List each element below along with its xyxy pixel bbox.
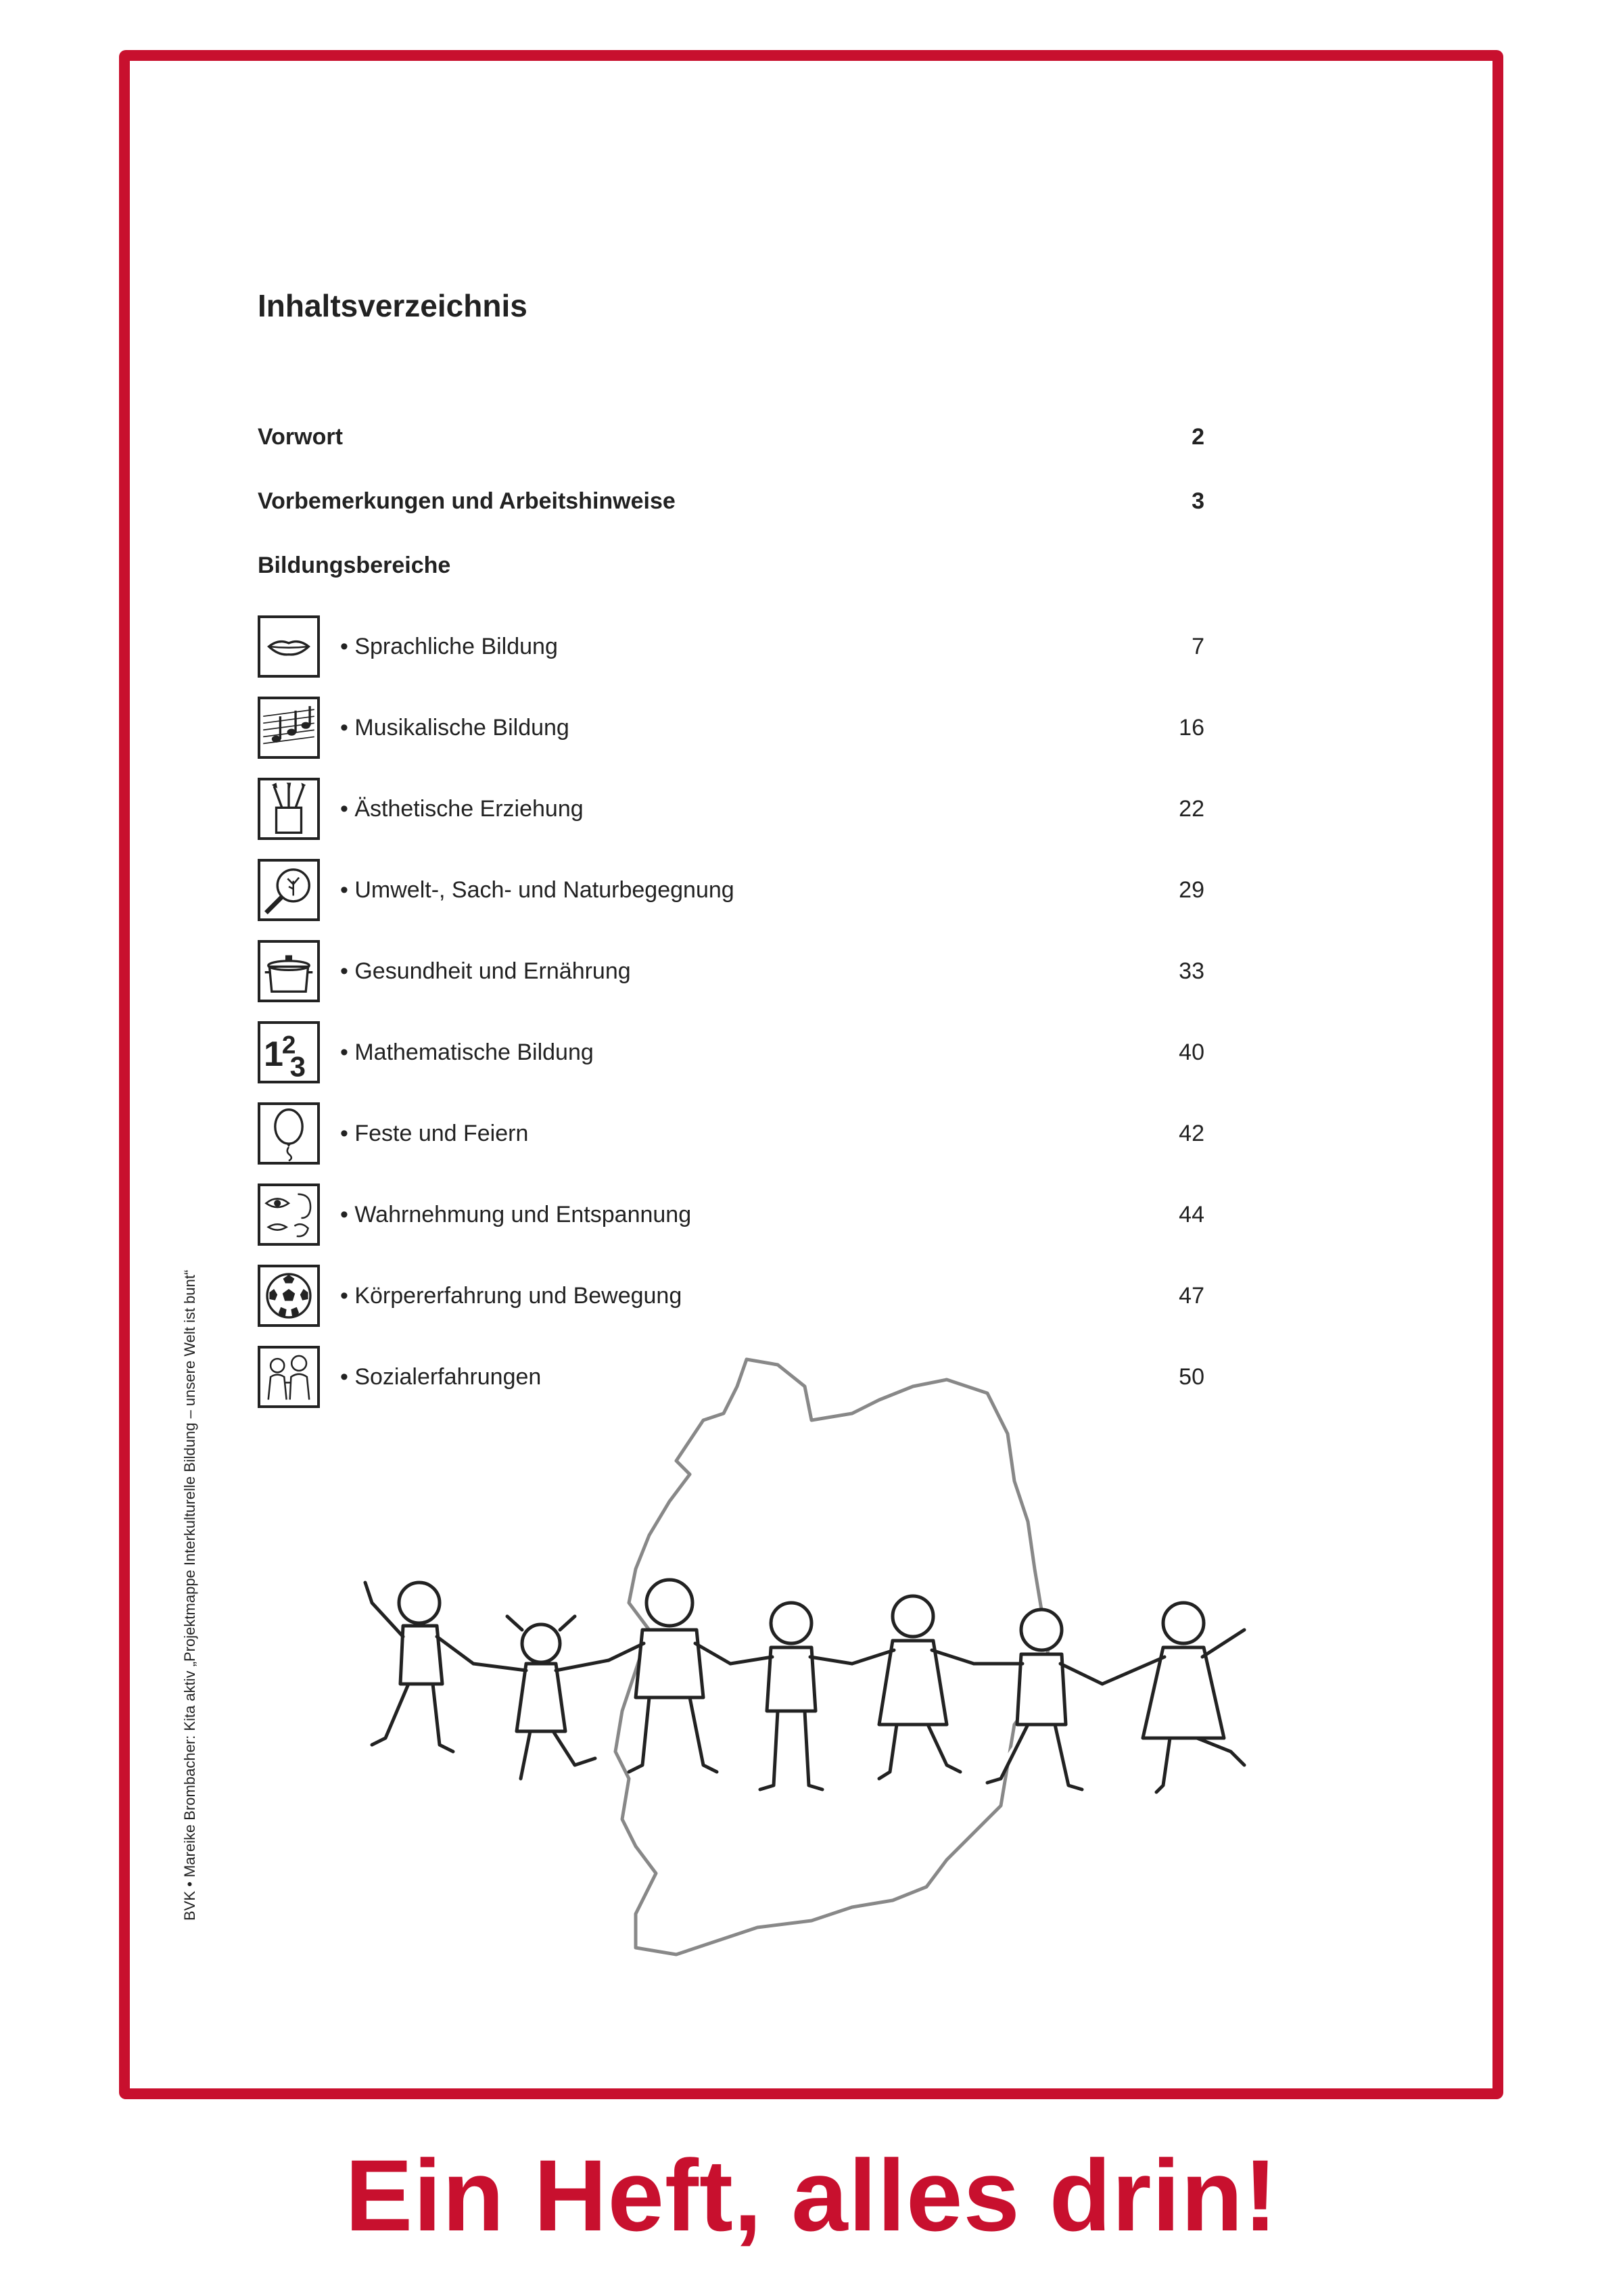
toc-area-mathematische-bildung[interactable] (258, 1021, 1204, 1087)
side-credit: BVK • Mareike Brombacher: Kita aktiv „Projektmappe Interkulturelle Bildung – unsere Welt ist bunt“ (181, 1269, 198, 1921)
toc-area-page: 40 (1179, 1039, 1204, 1065)
toc-entry-vorbemerkungen[interactable] (258, 481, 1204, 521)
cooking-pot-icon (258, 940, 320, 1002)
toc-area-page: 44 (1179, 1202, 1204, 1227)
svg-text:2: 2 (281, 1031, 296, 1059)
lips-icon (258, 615, 320, 678)
toc-area-page: 16 (1179, 715, 1204, 741)
toc-area-page: 7 (1192, 634, 1204, 659)
germany-map-children-illustration (338, 1346, 1298, 2009)
child-figure (365, 1583, 473, 1752)
child-figure (730, 1603, 852, 1789)
toc-entry-label: Vorwort (258, 424, 343, 450)
toc-area-label: • Umwelt-, Sach- und Naturbegegnung (340, 877, 734, 903)
toc-area-label: • Mathematische Bildung (340, 1039, 594, 1065)
toc-area-wahrnehmung[interactable] (258, 1184, 1204, 1250)
toc-entry-page: 3 (1192, 488, 1204, 514)
toc-entry-label: Vorbemerkungen und Arbeitshinweise (258, 488, 676, 514)
toc-entry-vorwort[interactable] (258, 417, 1204, 457)
toc-area-label: • Körpererfahrung und Bewegung (340, 1283, 682, 1309)
brushes-icon (258, 778, 320, 840)
toc-area-label: • Sprachliche Bildung (340, 634, 558, 659)
toc-area-label: • Wahrnehmung und Entspannung (340, 1202, 692, 1227)
child-figure (609, 1580, 730, 1772)
toc-area-page: 22 (1179, 796, 1204, 822)
child-figure (974, 1610, 1102, 1789)
toc-area-page: 42 (1179, 1121, 1204, 1146)
toc-area-aesthetische-erziehung[interactable] (258, 778, 1204, 844)
child-figure (852, 1596, 974, 1779)
music-notes-icon (258, 697, 320, 759)
children-icon (258, 1346, 320, 1408)
toc-area-page: 47 (1179, 1283, 1204, 1309)
toc-area-page: 33 (1179, 958, 1204, 984)
toc-area-page: 50 (1179, 1364, 1204, 1390)
toc-area-label: • Musikalische Bildung (340, 715, 569, 741)
tagline: Ein Heft, alles drin! (345, 2138, 1278, 2252)
child-figure (473, 1616, 609, 1779)
toc-area-label: • Gesundheit und Ernährung (340, 958, 631, 984)
toc-area-label: • Feste und Feiern (340, 1121, 529, 1146)
balloon-icon (258, 1102, 320, 1165)
toc-area-label: • Ästhetische Erziehung (340, 796, 584, 822)
svg-text:1: 1 (264, 1035, 284, 1075)
toc-area-umwelt[interactable] (258, 859, 1204, 925)
toc-area-gesundheit[interactable] (258, 940, 1204, 1006)
toc-entry-page: 2 (1192, 424, 1204, 450)
child-figure (1102, 1603, 1244, 1792)
toc-title: Inhaltsverzeichnis (258, 288, 527, 323)
football-icon (258, 1265, 320, 1327)
toc-area-label: • Sozialerfahrungen (340, 1364, 542, 1390)
toc-section-label: Bildungsbereiche (258, 553, 451, 578)
numbers-123-icon (258, 1021, 320, 1083)
senses-icon (258, 1184, 320, 1246)
toc-area-feste[interactable] (258, 1102, 1204, 1169)
svg-text:3: 3 (289, 1050, 306, 1081)
toc-area-sprachliche-bildung[interactable] (258, 615, 1204, 682)
magnifier-icon (258, 859, 320, 921)
toc-area-page: 29 (1179, 877, 1204, 903)
toc-section-bildungsbereiche (258, 545, 1204, 586)
toc-area-musikalische-bildung[interactable] (258, 697, 1204, 763)
toc-area-koerpererfahrung[interactable] (258, 1265, 1204, 1331)
